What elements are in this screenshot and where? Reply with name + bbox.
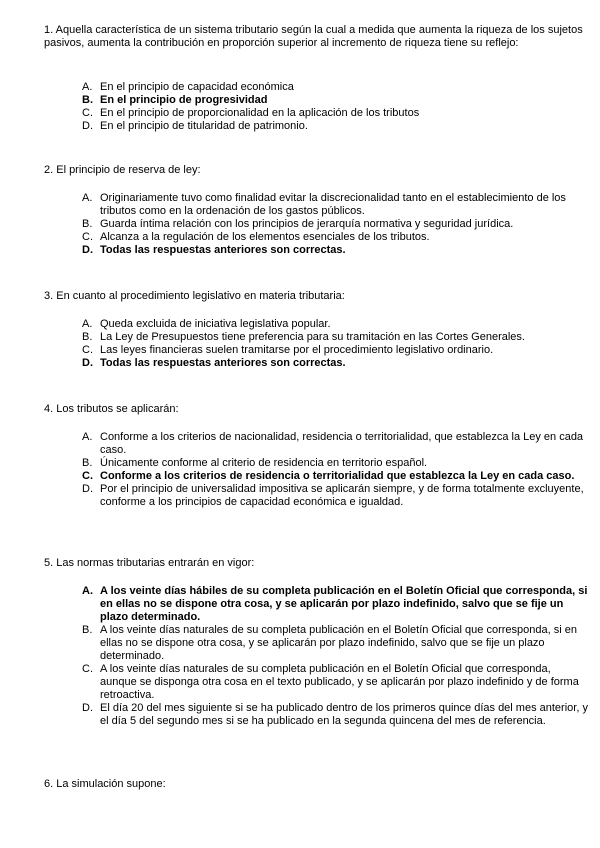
question-4-options (82, 431, 590, 509)
option-letter: D. (82, 483, 93, 495)
option-letter: A. (82, 81, 93, 93)
option-b (82, 457, 590, 470)
option-letter: C. (82, 344, 93, 356)
option-b (82, 331, 590, 344)
option-letter: D. (82, 244, 93, 256)
question-text: 3. En cuanto al procedimiento legislativo en materia tributaria: (44, 290, 345, 302)
option-a (82, 318, 590, 331)
option-text: En el principio de progresividad (100, 94, 268, 106)
question-3-options (82, 318, 590, 370)
question-1-options (82, 81, 590, 133)
question-5 (44, 557, 590, 570)
option-letter: B. (82, 331, 93, 343)
question-3 (44, 290, 590, 303)
option-text: Todas las respuestas anteriores son correctas. (100, 244, 346, 256)
question-6 (44, 778, 590, 791)
option-b (82, 218, 590, 231)
option-text: En el principio de titularidad de patrimonio. (100, 120, 308, 132)
option-text: Las leyes financieras suelen tramitarse por el procedimiento legislativo ordinario. (100, 344, 494, 356)
question-text: 1. Aquella característica de un sistema tributario según la cual a medida que aumenta la riqueza de los sujetos pasivos, aumenta la contribución en proporción superior al incremento de riqueza tiene su reflejo: (44, 24, 583, 49)
option-letter: C. (82, 663, 93, 675)
option-text: Por el principio de universalidad impositiva se aplicarán siempre, y de forma totalmente excluyente, conforme a los principios de capacidad económica e igualdad. (100, 483, 584, 508)
option-letter: A. (82, 318, 93, 330)
option-text: Alcanza a la regulación de los elementos esenciales de los tributos. (100, 231, 430, 243)
question-4 (44, 403, 590, 416)
option-letter: B. (82, 457, 93, 469)
option-text: Conforme a los criterios de nacionalidad, residencia o territorialidad, que establezca la Ley en cada caso. (100, 431, 584, 456)
option-text: El día 20 del mes siguiente si se ha publicado dentro de los primeros quince días del mes anterior, y el día 5 del segundo mes si se ha publicado en la segunda quincena del mes de referencia. (100, 702, 588, 727)
option-letter: C. (82, 470, 93, 482)
question-1 (44, 24, 590, 50)
option-b-correct (82, 94, 590, 107)
option-c (82, 231, 590, 244)
option-a (82, 81, 590, 94)
option-letter: A. (82, 585, 93, 597)
option-text: La Ley de Presupuestos tiene preferencia para su tramitación en las Cortes Generales. (100, 331, 525, 343)
option-letter: B. (82, 624, 93, 636)
question-2-options (82, 192, 590, 257)
option-a (82, 431, 590, 457)
option-text: Originariamente tuvo como finalidad evitar la discrecionalidad tanto en el establecimiento de los tributos como en la ordenación de los gastos públicos. (100, 192, 566, 217)
option-d (82, 702, 590, 728)
option-letter: D. (82, 357, 93, 369)
option-letter: D. (82, 120, 93, 132)
option-d (82, 120, 590, 133)
option-letter: B. (82, 218, 93, 230)
option-b (82, 624, 590, 663)
question-text: 4. Los tributos se aplicarán: (44, 403, 179, 415)
option-letter: D. (82, 702, 93, 714)
option-a (82, 192, 590, 218)
option-text: A los veinte días hábiles de su completa publicación en el Boletín Oficial que corresponda, si en ellas no se dispone otra cosa, y se aplicarán por plazo indefinido, salvo que se fije un plazo determinado. (100, 585, 588, 623)
option-text: Todas las respuestas anteriores son correctas. (100, 357, 346, 369)
question-5-options (82, 585, 590, 728)
option-text: Conforme a los criterios de residencia o territorialidad que establezca la Ley en cada caso. (100, 470, 575, 482)
option-letter: A. (82, 192, 93, 204)
question-2 (44, 164, 590, 177)
option-letter: C. (82, 231, 93, 243)
option-d-correct (82, 357, 590, 370)
question-text: 2. El principio de reserva de ley: (44, 164, 201, 176)
option-text: En el principio de capacidad económica (100, 81, 294, 93)
option-text: Queda excluida de iniciativa legislativa popular. (100, 318, 331, 330)
option-c (82, 663, 590, 702)
option-letter: A. (82, 431, 93, 443)
option-d-correct (82, 244, 590, 257)
option-text: En el principio de proporcionalidad en la aplicación de los tributos (100, 107, 420, 119)
option-text: Guarda íntima relación con los principios de jerarquía normativa y seguridad jurídica. (100, 218, 514, 230)
option-c (82, 344, 590, 357)
option-text: A los veinte días naturales de su completa publicación en el Boletín Oficial que corresponda, si en ellas no se dispone otra cosa, y se aplicarán por plazo indefinido, salvo que se fije un plazo determinado. (100, 624, 577, 662)
option-text: Únicamente conforme al criterio de residencia en territorio español. (100, 457, 428, 469)
option-a-correct (82, 585, 590, 624)
option-letter: C. (82, 107, 93, 119)
option-c (82, 107, 590, 120)
question-text: 6. La simulación supone: (44, 778, 166, 790)
option-letter: B. (82, 94, 93, 106)
question-text: 5. Las normas tributarias entrarán en vigor: (44, 557, 255, 569)
option-d (82, 483, 590, 509)
option-text: A los veinte días naturales de su completa publicación en el Boletín Oficial que corresponda, aunque se disponga otra cosa en el texto publicado, y se aplicarán por plazo indefinido y de forma retroactiva. (100, 663, 579, 701)
option-c-correct (82, 470, 590, 483)
